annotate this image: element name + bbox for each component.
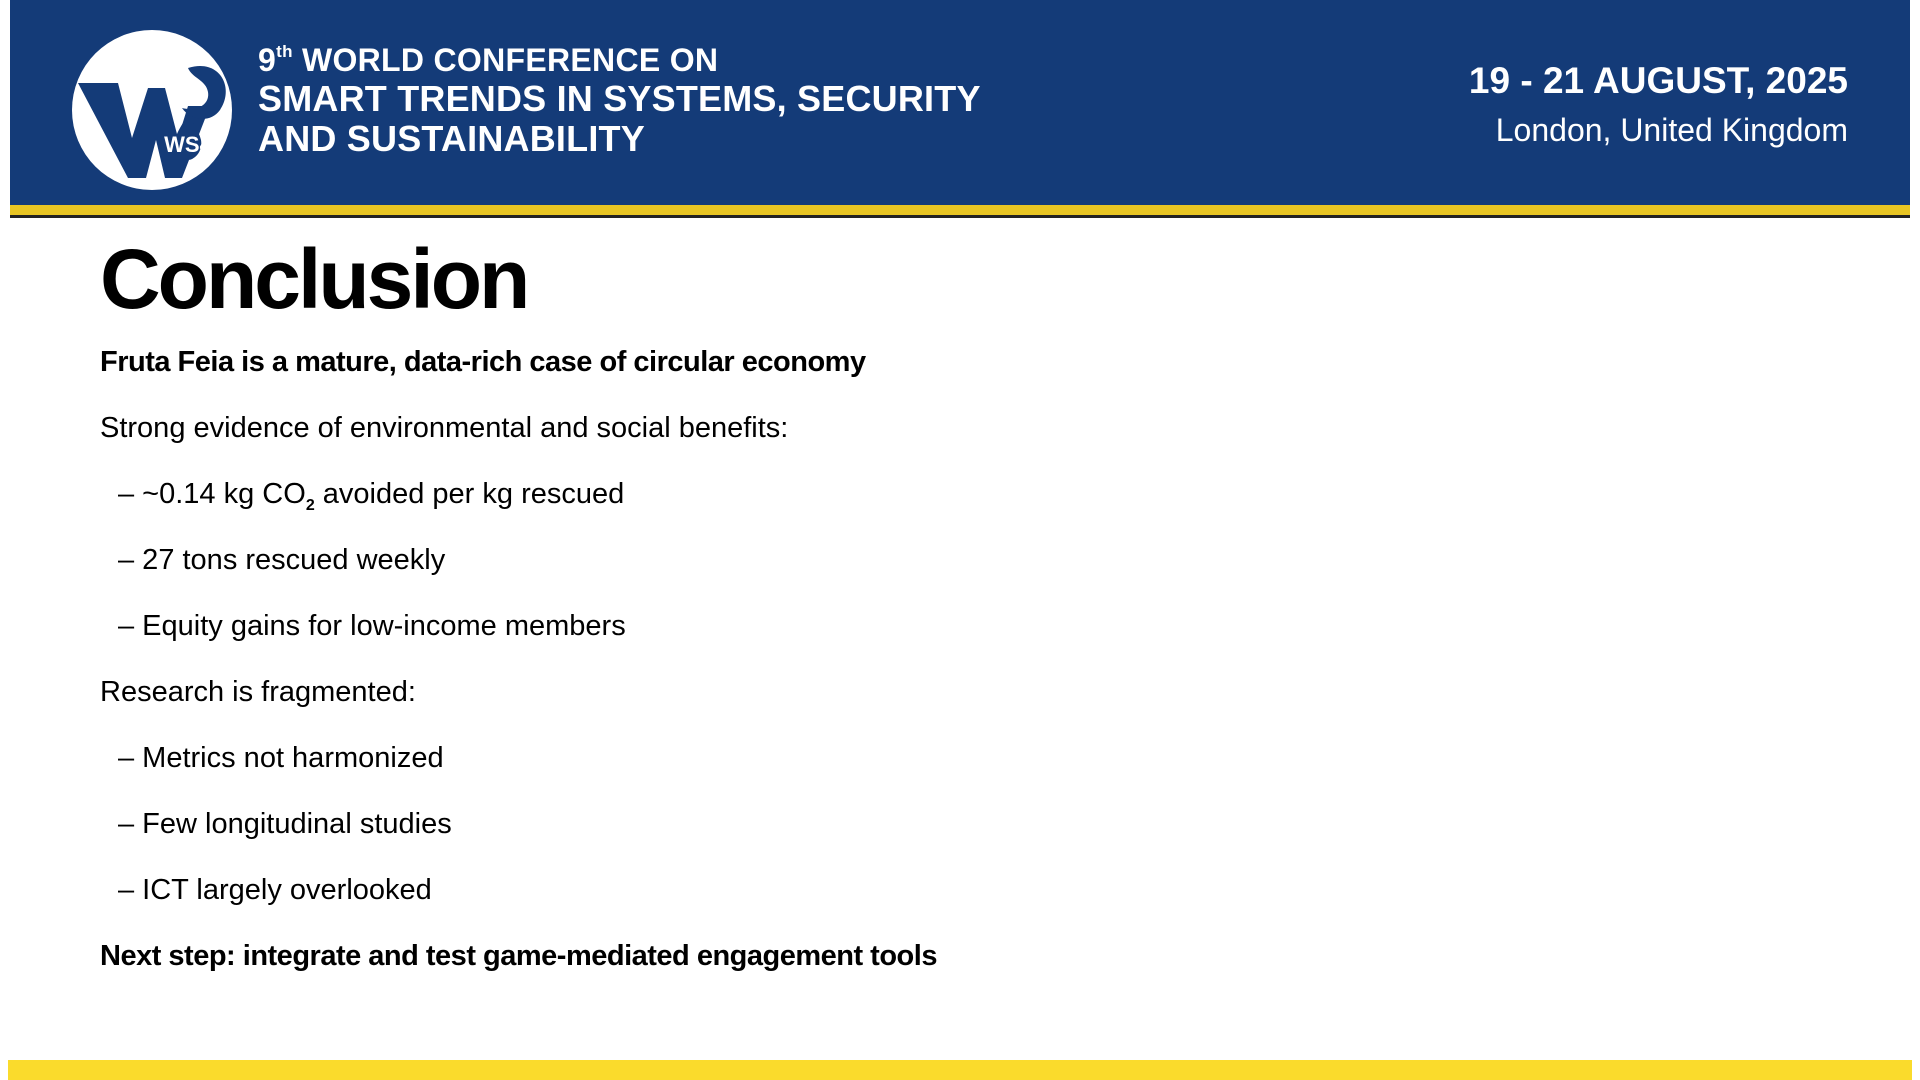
conference-title-line3: AND SUSTAINABILITY xyxy=(258,118,645,160)
edition-text: WORLD CONFERENCE ON xyxy=(292,42,719,78)
bullet-co2-subscript: 2 xyxy=(305,497,315,515)
conference-title-line1 xyxy=(258,42,981,79)
conference-header xyxy=(10,0,1910,215)
bullet-ict: – ICT largely overlooked xyxy=(118,874,432,907)
slide-content xyxy=(100,225,1800,989)
logo-number: WS4 xyxy=(164,132,212,157)
bullet-co2-pre: – ~0.14 kg CO xyxy=(118,478,306,511)
summary-statement: Fruta Feia is a mature, data-rich case of circular economy xyxy=(100,346,866,379)
edition-suffix: th xyxy=(276,42,293,61)
research-heading: Research is fragmented: xyxy=(100,676,416,709)
conference-logo-icon xyxy=(70,28,235,193)
bullet-tons: – 27 tons rescued weekly xyxy=(118,544,446,577)
header-divider xyxy=(10,215,1910,218)
conference-title xyxy=(258,42,981,159)
evidence-heading: Strong evidence of environmental and social benefits: xyxy=(100,412,789,445)
conference-date: 19 - 21 AUGUST, 2025 xyxy=(1468,60,1848,101)
bullet-co2-post: avoided per kg rescued xyxy=(314,478,625,511)
bullet-equity: – Equity gains for low-income members xyxy=(118,610,626,643)
bullet-metrics: – Metrics not harmonized xyxy=(118,742,444,775)
bullet-longitudinal: – Few longitudinal studies xyxy=(118,808,452,841)
conference-title-line2: SMART TRENDS IN SYSTEMS, SECURITY xyxy=(258,77,981,119)
edition-number: 9 xyxy=(258,42,277,78)
next-step-statement: Next step: integrate and test game-mediated engagement tools xyxy=(100,940,937,973)
slide-title: Conclusion xyxy=(100,232,528,326)
footer-bar xyxy=(8,1060,1912,1080)
conference-location: London, United Kingdom xyxy=(1495,112,1848,148)
bullet-co2 xyxy=(100,461,1800,527)
